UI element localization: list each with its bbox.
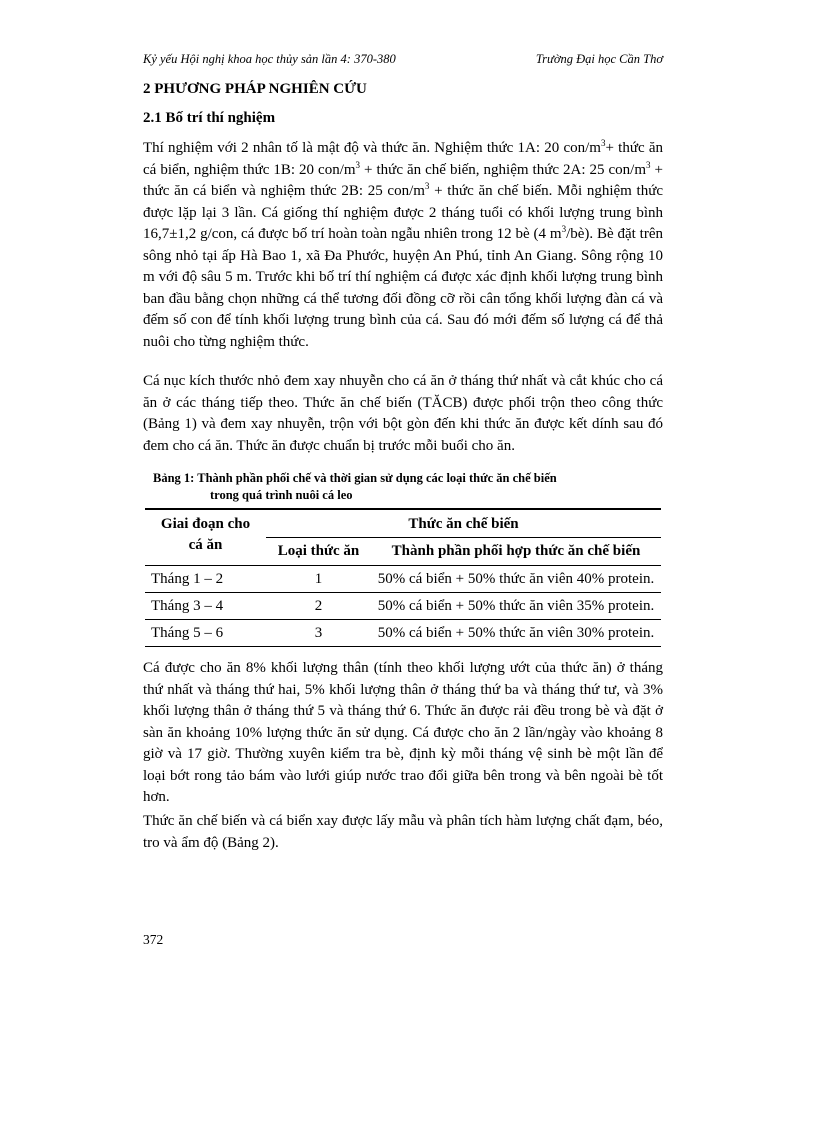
section-heading: 2 PHƯƠNG PHÁP NGHIÊN CỨU — [143, 81, 367, 97]
text-run: + thức ăn cá biển, nghiệm thức 1B: 20 con/m — [143, 140, 664, 178]
cell-stage: Tháng 1 – 2 — [145, 566, 266, 593]
cell-type: 2 — [266, 593, 371, 620]
text-run: + thức ăn chế biến, nghiệm thức 2A: 25 con/m — [360, 161, 647, 178]
column-header-composition: Thành phần phối hợp thức ăn chế biến — [371, 538, 661, 566]
table-caption — [153, 470, 653, 503]
running-header-right: Trường Đại học Cần Thơ — [535, 52, 663, 66]
superscript: 3 — [424, 181, 430, 191]
table-row — [145, 593, 661, 620]
paragraph-sample-analysis: Thức ăn chế biến và cá biển xay được lấy mẫu và phân tích hàm lượng chất đạm, béo, tro và ẩm độ (Bảng 2). — [143, 813, 663, 851]
column-header-text: Giai đoạn cho — [160, 516, 251, 532]
page-number: 372 — [143, 932, 164, 947]
cell-stage: Tháng 3 – 4 — [145, 593, 266, 620]
table-caption-line: Bảng 1: Thành phần phối chế và thời gian sử dụng các loại thức ăn chế biến — [153, 471, 557, 485]
paragraph-feeding-regime: Cá được cho ăn 8% khối lượng thân (tính theo khối lượng ướt của thức ăn) ở tháng thứ nhất và tháng thứ hai, 5% khối lượng thân ở tháng thứ ba và tháng thứ tư, và 3% khối lượng thân ở tháng thứ 5 và tháng thứ 6. Thức ăn được rải đều trong bè và đặt ở sàn ăn khoảng 10% lượng thức ăn sử dụng. Cá được cho ăn 2 lần/ngày vào khoảng 8 giờ và 17 giờ. Thường xuyên kiểm tra bè, định kỳ mỗi tháng vệ sinh bè một lần để loại bớt rong tảo bám vào lưới giúp nước trao đổi giữa bên trong và bên ngoài bè tốt hơn. — [143, 660, 663, 805]
column-header-stage — [145, 509, 266, 566]
superscript: 3 — [646, 159, 651, 170]
running-header-left: Kỷ yếu Hội nghị khoa học thủy sản lần 4: 370-380 — [143, 52, 396, 66]
superscript: 3 — [600, 138, 606, 148]
column-group-header: Thức ăn chế biến — [266, 509, 661, 538]
cell-composition: 50% cá biển + 50% thức ăn viên 35% protein. — [371, 593, 661, 620]
table-row — [145, 620, 661, 647]
cell-stage: Tháng 5 – 6 — [151, 625, 224, 641]
feed-composition-table — [145, 508, 661, 647]
text-run: Thí nghiệm với 2 nhân tố là mật độ và thức ăn. Nghiệm thức 1A: 20 con/m — [143, 140, 601, 156]
subsection-heading: 2.1 Bố trí thí nghiệm — [143, 110, 276, 126]
column-header-text: cá ăn — [188, 537, 223, 553]
table-row — [145, 566, 661, 593]
cell-type: 1 — [266, 566, 371, 593]
table-caption-line: trong quá trình nuôi cá leo — [210, 487, 353, 502]
paragraph-experiment-design — [143, 138, 663, 353]
column-header-type: Loại thức ăn — [266, 538, 371, 566]
paragraph-feed-preparation: Cá nục kích thước nhỏ đem xay nhuyễn cho cá ăn ở tháng thứ nhất và cắt khúc cho cá ăn ở các tháng tiếp theo. Thức ăn chế biến (TĂCB) được phối trộn theo công thức (Bảng 1) và đem xay nhuyễn, trộn với bột gòn đến khi thức ăn được kết dính sau đó đem cho cá ăn. Thức ăn được chuẩn bị trước mỗi buổi cho ăn. — [143, 373, 663, 454]
superscript: 3 — [355, 159, 361, 170]
text-run: + thức ăn cá biển và nghiệm thức 2B: 25 con/m — [143, 161, 663, 199]
cell-type: 3 — [314, 625, 323, 641]
text-run: /bè). Bè đặt trên sông nhỏ tại ấp Hà Bao 1, xã Đa Phước, huyện An Phú, tỉnh An Giang. Sông rộng 10 m với độ sâu 5 m. Trước khi bố trí thí nghiệm cá được xác định khối lượng trung bình ban đầu bằng chọn những cá thể tương đối đồng cỡ rồi cân tổng khối lượng đàn cá và đếm số con để tính khối lượng trung bình của cá. Sau đó mới đếm số lượng cá để thả nuôi cho từng nghiệm thức. — [143, 226, 663, 350]
text-run: + thức ăn chế biến. Mỗi nghiệm thức được lặp lại 3 lần. Cá giống thí nghiệm được 2 tháng tuổi có khối lượng trung bình 16,7±1,2 g/con, cá được bố trí hoàn toàn ngẫu nhiên trong 12 bè (4 m — [143, 183, 663, 242]
cell-composition: 50% cá biển + 50% thức ăn viên 30% protein. — [377, 625, 655, 641]
cell-composition: 50% cá biển + 50% thức ăn viên 40% protein. — [371, 566, 661, 593]
superscript: 3 — [561, 224, 567, 234]
